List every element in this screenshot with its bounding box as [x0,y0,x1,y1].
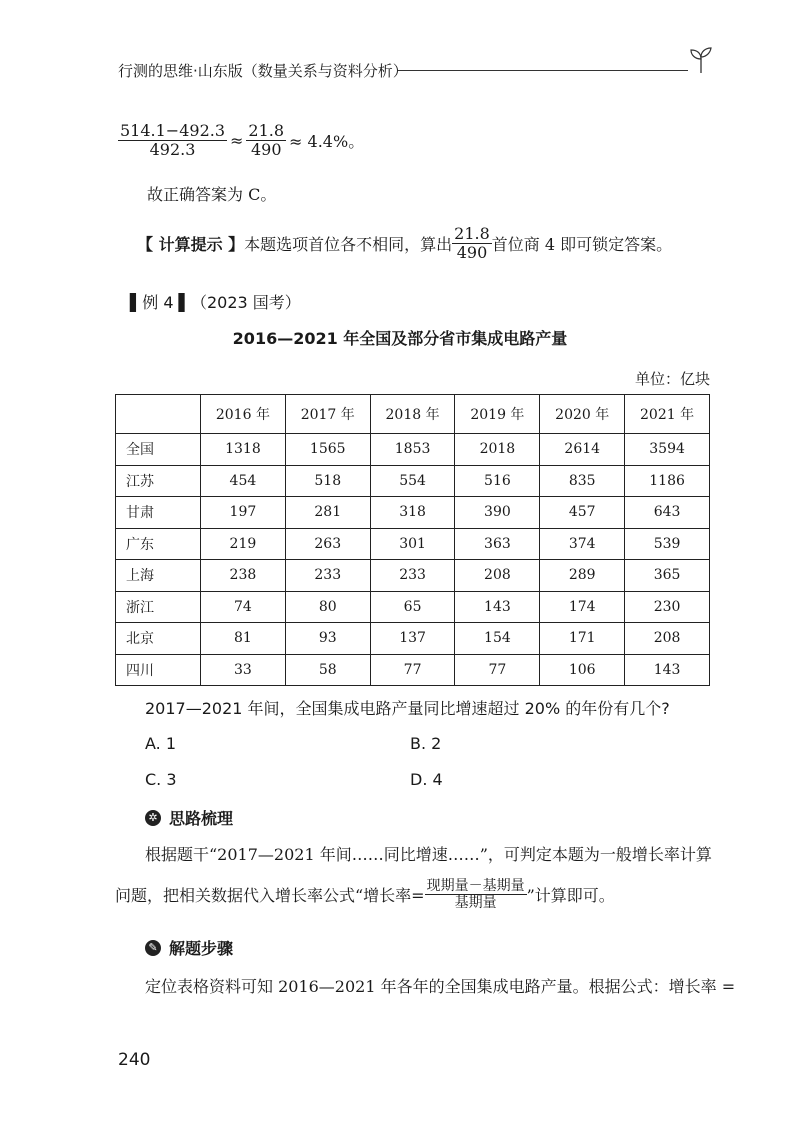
table-cell: 219 [201,528,286,560]
tip-text-1: 本题选项首位各不相同，算出 [244,235,453,255]
steps-heading-text: 解题步骤 [169,939,234,958]
table-cell: 233 [285,560,370,592]
row-name: 浙江 [116,591,201,623]
table-row [116,497,710,529]
table-cell: 233 [370,560,455,592]
table-cell: 390 [455,497,540,529]
table-title: 2016—2021 年全国及部分省市集成电路产量 [232,329,568,348]
table-cell: 835 [540,465,625,497]
table-cell: 318 [370,497,455,529]
tip-text-2: 首位商 4 即可锁定答案。 [491,235,673,255]
question-text: 2017—2021 年间，全国集成电路产量同比增速超过 20% 的年份有几个? [145,699,670,718]
table-cell: 454 [201,465,286,497]
growth-rate-denominator: 基期量 [454,895,497,912]
table-cell: 289 [540,560,625,592]
table-row [116,465,710,497]
table-row [116,591,710,623]
table-cell: 154 [455,623,540,655]
table-cell: 263 [285,528,370,560]
table-row [116,623,710,655]
steps-icon: ✎ [145,940,161,956]
row-name: 江苏 [116,465,201,497]
table-cell: 1186 [625,465,710,497]
option-c: C. 3 [145,770,177,789]
table-cell: 281 [285,497,370,529]
table-cell: 3594 [625,434,710,466]
col-header [116,395,201,434]
analysis-para-1: 根据题干“2017—2021 年间……同比增速……”，可判定本题为一般增长率计算 [145,845,712,864]
option-a: A. 1 [145,734,177,753]
col-header: 2018 年 [370,395,455,434]
growth-rate-numerator: 现期量－基期量 [426,878,525,894]
col-header: 2016 年 [201,395,286,434]
table-row [116,434,710,466]
header-rule [398,70,688,71]
tip-numerator: 21.8 [454,224,490,243]
table-cell: 143 [625,654,710,686]
analysis-para-2-pre: 问题，把相关数据代入增长率公式“增长率= [115,886,425,906]
table-cell: 2614 [540,434,625,466]
data-table [115,394,710,686]
table-cell: 1318 [201,434,286,466]
formula-numerator: 514.1−492.3 [120,121,226,140]
row-name: 北京 [116,623,201,655]
table-cell: 2018 [455,434,540,466]
formula-denominator: 492.3 [149,140,196,160]
running-header: 行测的思维·山东版（数量关系与资料分析） [118,62,408,80]
table-cell: 208 [625,623,710,655]
table-unit: 单位：亿块 [634,370,710,388]
tip-label: 【 计算提示 】 [137,235,245,255]
example-label: ▌例 4 ▌（2023 国考） [130,293,301,312]
table-cell: 77 [455,654,540,686]
analysis-para-2 [115,878,615,911]
table-cell: 143 [455,591,540,623]
table-cell: 197 [201,497,286,529]
table-cell: 363 [455,528,540,560]
analysis-heading-text: 思路梳理 [169,809,234,828]
table-cell: 174 [540,591,625,623]
approx-denominator: 490 [250,140,282,160]
col-header: 2021 年 [625,395,710,434]
table-cell: 518 [285,465,370,497]
option-b: B. 2 [410,734,442,753]
page-number: 240 [118,1050,151,1070]
analysis-para-2-post: ”计算即可。 [526,886,615,906]
table-cell: 643 [625,497,710,529]
table-cell: 1853 [370,434,455,466]
sprout-icon [688,44,714,74]
formula-result: ≈ 4.4%。 [289,132,365,152]
table-cell: 1565 [285,434,370,466]
table-cell: 81 [201,623,286,655]
col-header: 2017 年 [285,395,370,434]
growth-formula [118,122,364,160]
option-d: D. 4 [410,770,443,789]
answer-line: 故正确答案为 C。 [147,185,277,204]
table-cell: 208 [455,560,540,592]
table-cell: 74 [201,591,286,623]
table-cell: 80 [285,591,370,623]
table-cell: 238 [201,560,286,592]
table-cell: 137 [370,623,455,655]
table-cell: 65 [370,591,455,623]
calc-tip [137,225,672,263]
table-cell: 457 [540,497,625,529]
table-cell: 106 [540,654,625,686]
gear-icon: ✲ [145,810,161,826]
row-name: 全国 [116,434,201,466]
table-row [116,560,710,592]
analysis-heading [145,806,233,829]
steps-heading [145,936,233,959]
table-row [116,654,710,686]
table-cell: 365 [625,560,710,592]
row-name: 四川 [116,654,201,686]
table-row [116,528,710,560]
table-header-row [116,395,710,434]
table-cell: 77 [370,654,455,686]
table-cell: 539 [625,528,710,560]
col-header: 2019 年 [455,395,540,434]
col-header: 2020 年 [540,395,625,434]
tip-denominator: 490 [456,243,488,263]
table-cell: 374 [540,528,625,560]
approx-numerator: 21.8 [248,121,285,140]
table-cell: 230 [625,591,710,623]
table-cell: 516 [455,465,540,497]
table-cell: 93 [285,623,370,655]
steps-para: 定位表格资料可知 2016—2021 年各年的全国集成电路产量。根据公式：增长率 = [145,977,736,996]
row-name: 上海 [116,560,201,592]
table-cell: 171 [540,623,625,655]
table-cell: 301 [370,528,455,560]
approx-sign: ≈ [230,131,244,151]
table-cell: 58 [285,654,370,686]
table-cell: 33 [201,654,286,686]
table-cell: 554 [370,465,455,497]
row-name: 广东 [116,528,201,560]
row-name: 甘肃 [116,497,201,529]
